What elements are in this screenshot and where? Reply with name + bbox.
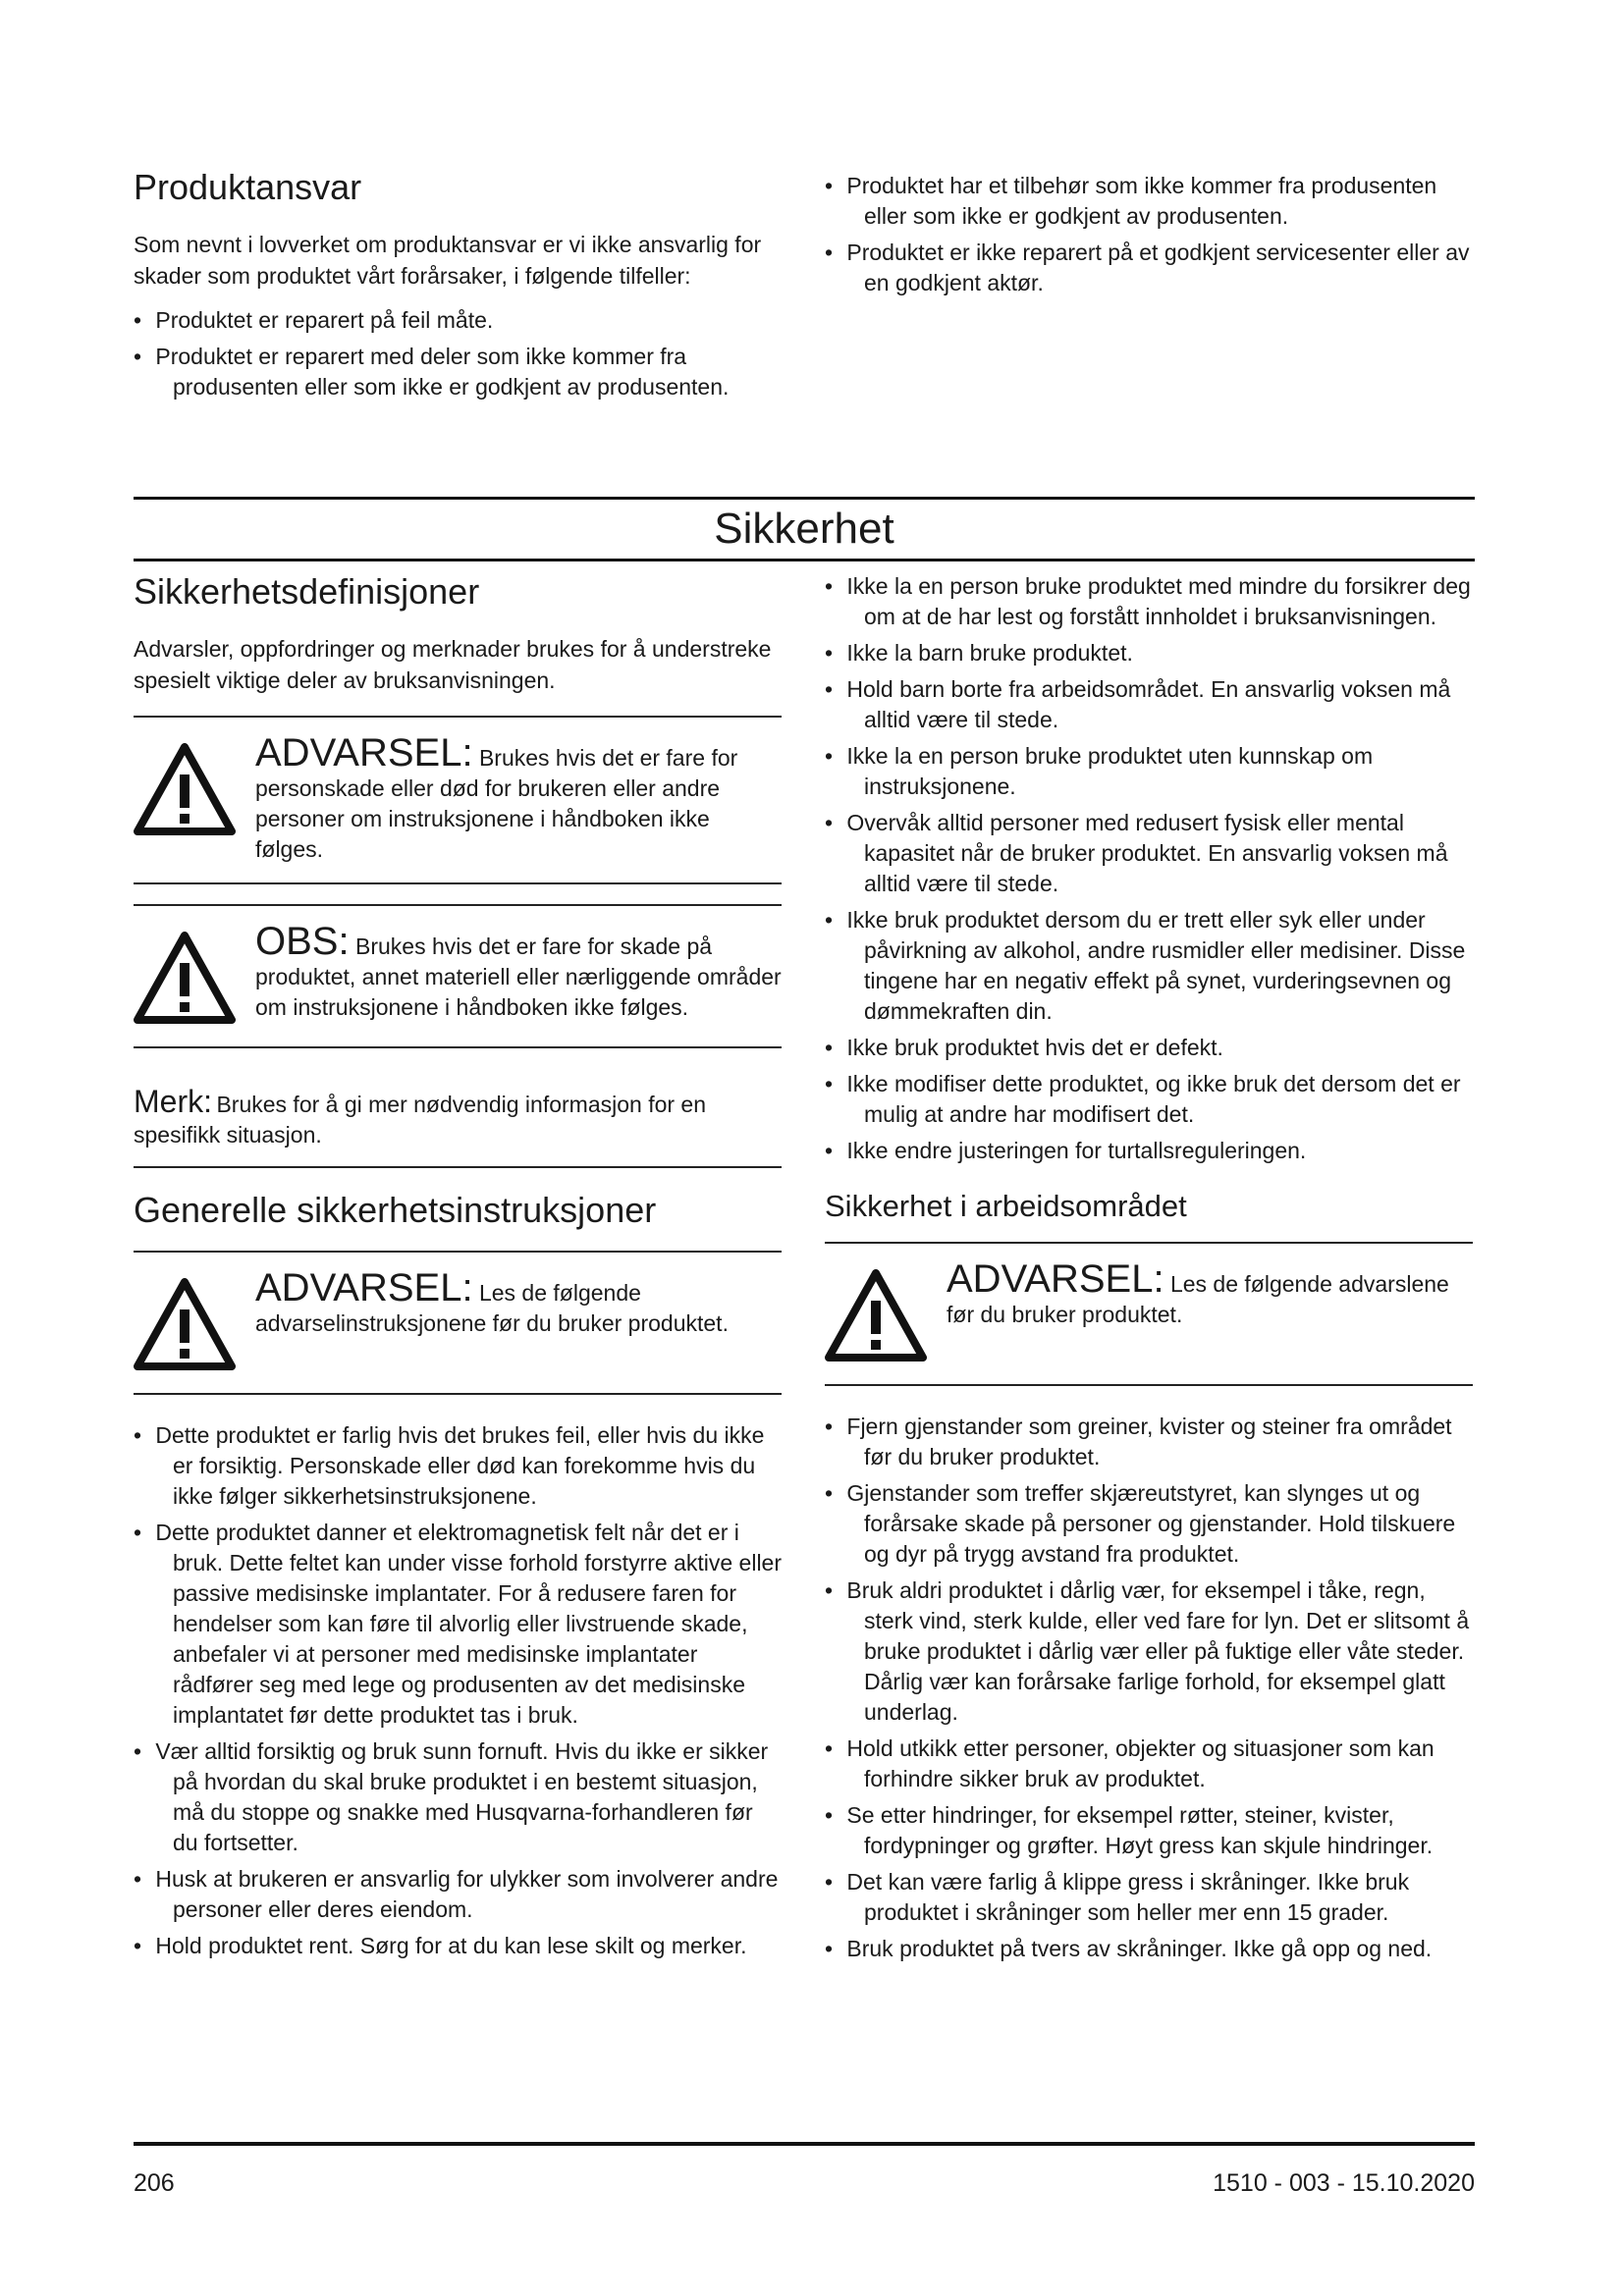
list-item: • Ikke endre justeringen for turtallsreguleringen. <box>825 1138 1307 1163</box>
arbeidsomradet-heading: Sikkerhet i arbeidsområdet <box>825 1189 1187 1223</box>
list-item: • Bruk aldri produktet i dårlig vær, for eksempel i tåke, regn, sterk vind, sterk kulde, eller ved fare for lyn. Det er slitsomt å bruke produktet i dårlig vær eller på fuktige eller våte steder. Dårlig vær kan forårsake farlige forhold, for eksempel glatt underlag. <box>825 1577 1470 1726</box>
warning-triangle-icon <box>825 1259 947 1366</box>
list-item: • Produktet er ikke reparert på et godkjent servicesenter eller av en godkjent aktør. <box>825 240 1470 295</box>
definisjoner-intro: Advarsler, oppfordringer og merknader brukes for å understreke spesielt viktige deler av bruksanvisningen. <box>134 636 772 694</box>
obs-text: Brukes hvis det er fare for skade på produktet, annet materiell eller nærliggende områder om instruksjonene i håndboken ikke følges. <box>255 934 782 1021</box>
list-item: • Overvåk alltid personer med redusert fysisk eller mental kapasitet når de bruker produktet. En ansvarlig voksen må alltid være til stede. <box>825 810 1448 896</box>
generelle-advarsel-notice <box>134 1251 782 1395</box>
list-item: • Ikke la barn bruke produktet. <box>825 640 1133 666</box>
produktansvar-heading: Produktansvar <box>134 167 362 207</box>
list-item: • Ikke la en person bruke produktet med mindre du forsikrer deg om at de har lest og forstått innholdet i bruksanvisningen. <box>825 573 1471 629</box>
left-column <box>134 571 782 1967</box>
list-item: • Vær alltid forsiktig og bruk sunn fornuft. Hvis du ikke er sikker på hvordan du skal bruke produktet i en bestemt situasjon, må du stoppe og snakke med Husqvarna-forhandleren før du fortsetter. <box>134 1737 769 1855</box>
footer-divider <box>134 2142 1475 2146</box>
warning-triangle-icon <box>134 733 255 840</box>
definisjoner-heading: Sikkerhetsdefinisjoner <box>134 571 480 612</box>
generelle-heading: Generelle sikkerhetsinstruksjoner <box>134 1190 657 1231</box>
list-item: • Bruk produktet på tvers av skråninger. Ikke gå opp og ned. <box>825 1936 1433 1962</box>
list-item: • Produktet er reparert med deler som ikke kommer fra produsenten eller som ikke er godkjent av produsenten. <box>134 344 730 400</box>
document-code: 1510 - 003 - 15.10.2020 <box>1213 2169 1475 2197</box>
advarsel-label: ADVARSEL: <box>255 1265 473 1309</box>
produktansvar-intro: Som nevnt i lovverket om produktansvar er vi ikke ansvarlig for skader som produktet vårt forårsaker, i følgende tilfeller: <box>134 232 762 290</box>
section-title: Sikkerhet <box>714 505 894 553</box>
list-item: • Dette produktet danner et elektromagnetisk felt når det er i bruk. Dette feltet kan under visse forhold forstyrre aktive eller passive medisinske implantater. For å redusere faren for hendelser som kan føre til alvorlig eller livstruende skade, anbefaler vi at personer med medisinske implantater rådfører seg med lege og produsenten av det medisinske implantatet før dette produktet tas i bruk. <box>134 1519 783 1728</box>
merk-text: Brukes for å gi mer nødvendig informasjon for en spesifikk situasjon. <box>134 1092 707 1148</box>
obs-label: OBS: <box>255 920 350 964</box>
list-item: • Gjenstander som treffer skjæreutstyret, kan slynges ut og forårsake skade på personer og gjenstander. Hold tilskuere og dyr på trygg avstand fra produktet. <box>825 1480 1456 1568</box>
advarsel-text: Brukes hvis det er fare for personskade eller død for brukeren eller andre personer om instruksjonene i håndboken ikke følges. <box>255 745 738 863</box>
merk-label: Merk: <box>134 1084 212 1120</box>
page-number: 206 <box>134 2169 175 2197</box>
warning-triangle-icon <box>134 922 255 1029</box>
list-item: • Dette produktet er farlig hvis det brukes feil, eller hvis du ikke er forsiktig. Personskade eller død kan forekomme hvis du ikke følger sikkerhetsinstruksjonene. <box>134 1421 765 1509</box>
list-item: • Ikke bruk produktet dersom du er trett eller syk eller under påvirkning av alkohol, andre rusmidler eller medisiner. Disse tingene har en negativ effekt på synet, vurderingsevnen og dømmekraften din. <box>825 907 1466 1024</box>
list-item: • Fjern gjenstander som greiner, kvister og steiner fra området før du bruker produktet. <box>825 1414 1452 1470</box>
advarsel-text: Les de følgende advarselinstruksjonene før du bruker produktet. <box>255 1279 729 1336</box>
arbeidsomradet-list <box>825 1412 1473 1964</box>
generelle-list-continued <box>825 571 1473 1166</box>
list-item: • Hold barn borte fra arbeidsområdet. En ansvarlig voksen må alltid være til stede. <box>825 676 1451 732</box>
list-item: • Husk at brukeren er ansvarlig for ulykker som involverer andre personer eller deres eiendom. <box>134 1865 779 1922</box>
produktansvar-section <box>134 167 782 408</box>
produktansvar-continued <box>825 171 1473 304</box>
right-column <box>825 571 1473 1970</box>
list-item: • Ikke modifiser dette produktet, og ikke bruk det dersom det er mulig at andre har modifisert det. <box>825 1071 1461 1127</box>
produktansvar-list-continued <box>825 171 1473 298</box>
list-item: • Hold produktet rent. Sørg for at du kan lese skilt og merker. <box>134 1932 747 1958</box>
warning-triangle-icon <box>134 1268 255 1375</box>
list-item: • Hold utkikk etter personer, objekter og situasjoner som kan forhindre sikker bruk av produktet. <box>825 1735 1435 1792</box>
list-item: • Produktet er reparert på feil måte. <box>134 307 494 334</box>
merk-note <box>134 1084 782 1168</box>
produktansvar-list <box>134 305 782 402</box>
generelle-list <box>134 1420 782 1961</box>
list-item: • Ikke la en person bruke produktet uten kunnskap om instruksjonene. <box>825 743 1374 799</box>
list-item: • Se etter hindringer, for eksempel røtter, steiner, kvister, fordypninger og grøfter. Høyt gress kan skjule hindringer. <box>825 1802 1434 1859</box>
obs-notice <box>134 904 782 1048</box>
advarsel-label: ADVARSEL: <box>255 731 473 775</box>
list-item: • Det kan være farlig å klippe gress i skråninger. Ikke bruk produktet i skråninger som heller mer enn 15 grader. <box>825 1869 1410 1926</box>
section-title-bar <box>134 497 1475 561</box>
list-item: • Produktet har et tilbehør som ikke kommer fra produsenten eller som ikke er godkjent av produsenten. <box>825 173 1437 229</box>
advarsel-label: ADVARSEL: <box>947 1257 1164 1302</box>
list-item: • Ikke bruk produktet hvis det er defekt. <box>825 1035 1223 1060</box>
advarsel-notice <box>134 716 782 884</box>
arbeidsomradet-advarsel-notice <box>825 1242 1473 1386</box>
advarsel-text: Les de følgende advarslene før du bruker produktet. <box>947 1271 1449 1328</box>
